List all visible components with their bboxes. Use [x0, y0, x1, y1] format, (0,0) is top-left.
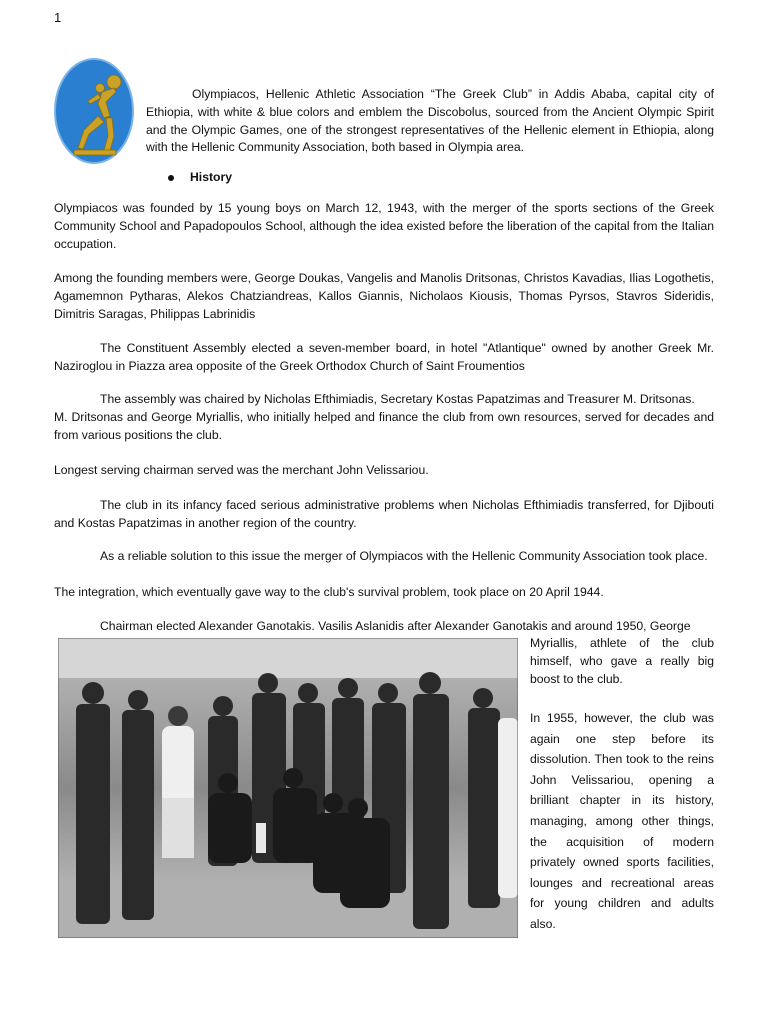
group-photo-icon: [58, 638, 518, 938]
paragraph-finance: M. Dritsonas and George Myriallis, who initially helped and finance the club from own resources, served for decades and from various positions the club.: [54, 410, 714, 442]
paragraph-chairman-elected: Chairman elected Alexander Ganotakis. Vasilis Aslanidis after Alexander Ganotakis and around 1950, George: [100, 619, 691, 633]
paragraph-longest-chairman: Longest serving chairman served was the merchant John Velissariou.: [54, 463, 429, 477]
side-paragraph-myriallis: Myriallis, athlete of the club himself, who gave a really big boost to the club.: [530, 636, 714, 686]
bullet-icon: [168, 175, 174, 181]
paragraph-founding: Olympiacos was founded by 15 young boys on March 12, 1943, with the merger of the sports sections of the Greek Community School and Papadopoulos School, although the idea existed before the liberation of the capital from the Italian occupation.: [54, 201, 714, 251]
intro-paragraph: Olympiacos, Hellenic Athletic Association “The Greek Club” in Addis Ababa, capital city of Ethiopia, with white & blue colors and emblem the Discobolus, sourced from the Ancient Olympic Spirit and the Olympic Games, one of the strongest representatives of the Hellenic element in Ethiopia, along with the Hellenic Community Association, both based in Olympia area.: [146, 87, 714, 155]
side-paragraph-1955: In 1955, however, the club was again one step before its dissolution. Then took to the reins John Velissariou, opening a brilliant chapter in its history, managing, among other things, the acquisition of modern privately owned sports facilities, lounges and recreational areas for young children and adults also.: [530, 711, 714, 931]
section-heading: [168, 170, 232, 184]
paragraph-assembly: The Constituent Assembly elected a seven-member board, in hotel "Atlantique" owned by another Greek Mr. Naziroglou in Piazza area opposite of the Greek Orthodox Church of Saint Froumentios: [54, 341, 714, 373]
section-heading-label: History: [190, 170, 232, 184]
paragraph-chair: The assembly was chaired by Nicholas Efthimiadis, Secretary Kostas Papatzimas and Treasurer M. Dritsonas.: [100, 392, 695, 406]
discobolus-emblem-icon: [54, 58, 134, 164]
paragraph-integration: The integration, which eventually gave way to the club's survival problem, took place on 20 April 1944.: [54, 585, 604, 599]
page-number: 1: [54, 10, 62, 25]
paragraph-problems: The club in its infancy faced serious administrative problems when Nicholas Efthimiadis transferred, for Djibouti and Kostas Papatzimas in another region of the country.: [54, 498, 714, 530]
paragraph-members: Among the founding members were, George Doukas, Vangelis and Manolis Dritsonas, Christos Kavadias, Ilias Logothetis, Agamemnon Pytharas, Alekos Chatziandreas, Kallos Giannis, Nicholaos Kiousis, Thomas Pyrsos, Stavros Sideridis, Dimitris Saragas, Philippas Labrinidis: [54, 271, 714, 321]
paragraph-merger: As a reliable solution to this issue the merger of Olympiacos with the Hellenic Community Association took place.: [100, 549, 708, 563]
